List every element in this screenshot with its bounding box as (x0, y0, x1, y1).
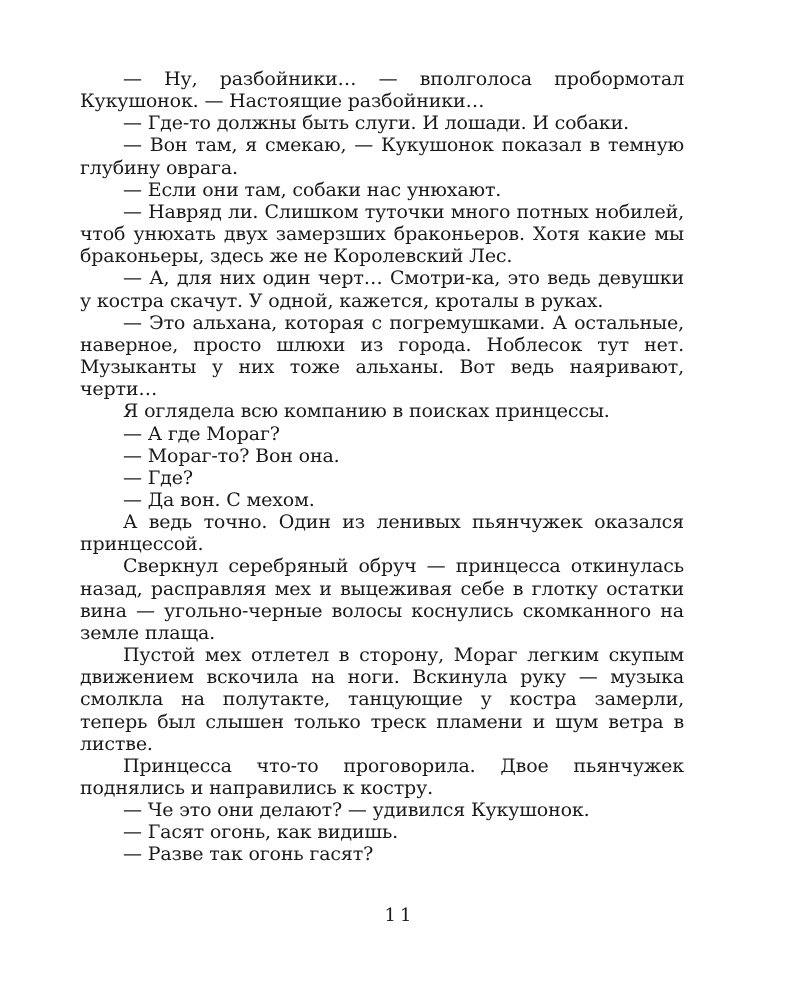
paragraph: — Да вон. С мехом. (123, 488, 315, 511)
paragraph: — Где-то должны быть слуги. И лошади. И собаки. (123, 112, 630, 135)
paragraph: — Разве так огонь гасят? (123, 843, 374, 866)
paragraph: — А, для них один черт… Смотри-ка, это ведь девушки у костра скачут. У одной, кажется, кроталы в руках. (80, 267, 684, 312)
paragraph: — Где? (123, 466, 193, 489)
page-text (80, 68, 684, 866)
paragraph: — Это альхана, которая с погремушками. А остальные, наверное, просто шлюхи из города. Ноблесок тут нет. Музыканты у них тоже альханы. Вот ведь наяривают, черти… (80, 311, 684, 401)
paragraph: Пустой мех отлетел в сторону, Мораг легким скупым движением вскочила на ноги. Вскинула руку — музыка смолкла на полутакте, танцующие у костра замерли, теперь был слышен только треск пламени и шум ветра в листве. (80, 644, 684, 755)
page-number: 11 (384, 905, 416, 926)
paragraph: — Навряд ли. Слишком туточки много потных нобилей, чтоб унюхать двух замерзших браконьеров. Хотя какие мы браконьеры, здесь же не Королевский Лес. (80, 200, 684, 268)
paragraph: — Если они там, собаки нас унюхают. (123, 178, 502, 201)
paragraph: — Ну, разбойники… — вполголоса пробормотал Кукушонок. — Настоящие разбойники… (80, 68, 684, 113)
paragraph: — Че это они делают? — удивился Кукушонок. (123, 799, 590, 822)
paragraph: — Вон там, я смекаю, — Кукушонок показал в темную глубину оврага. (80, 134, 684, 179)
paragraph: — Гасят огонь, как видишь. (123, 821, 399, 844)
paragraph: — Мораг-то? Вон она. (123, 444, 340, 467)
paragraph: Я оглядела всю компанию в поисках принцессы. (123, 400, 610, 423)
paragraph: А ведь точно. Один из ленивых пьянчужек оказался принцессой. (80, 511, 684, 556)
paragraph: Сверкнул серебряный обруч — принцесса откинулась назад, расправляя мех и выцеживая себе в глотку остатки вина — угольно-черные волосы коснулись скомканного на земле плаща. (80, 555, 684, 644)
paragraph: Принцесса что-то проговорила. Двое пьянчужек поднялись и направились к костру. (80, 754, 684, 799)
paragraph: — А где Мораг? (123, 422, 280, 445)
